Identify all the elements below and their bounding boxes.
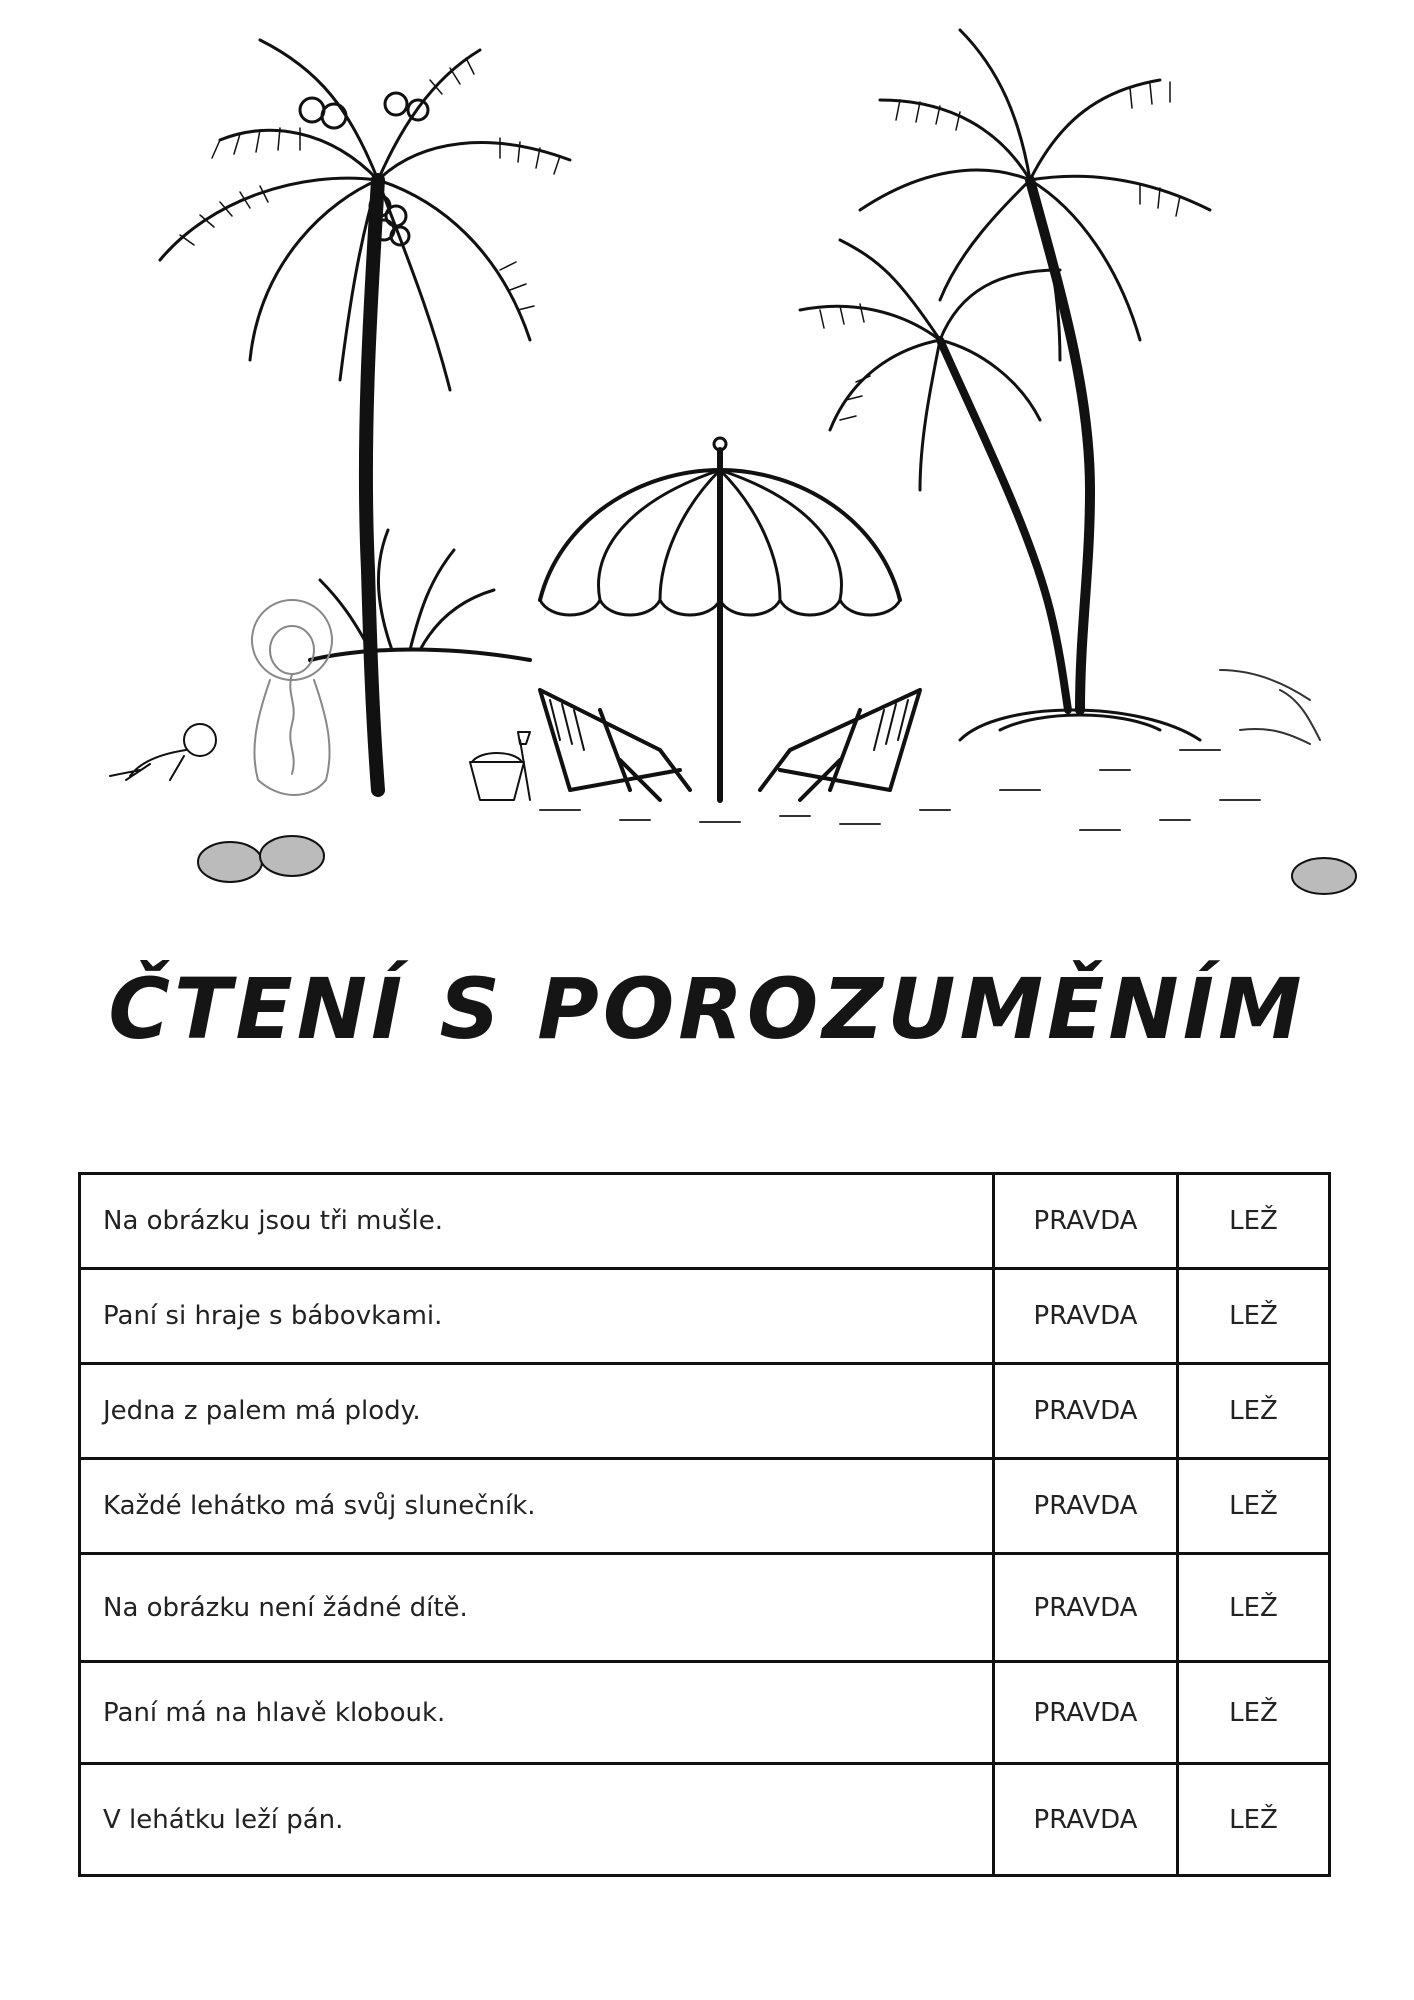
option-lez[interactable]: LEŽ [1178,1554,1330,1662]
deck-chair-left-icon [540,690,690,800]
statement-cell: Jedna z palem má plody. [80,1364,994,1459]
table-row [80,1459,1330,1554]
statement-cell: Každé lehátko má svůj slunečník. [80,1459,994,1554]
table-row [80,1662,1330,1764]
statement-cell: Paní má na hlavě klobouk. [80,1662,994,1764]
option-lez[interactable]: LEŽ [1178,1364,1330,1459]
option-pravda[interactable]: PRAVDA [994,1269,1178,1364]
table-row [80,1269,1330,1364]
page-title: ČTENÍ S POROZUMĚNÍM [108,960,1306,1058]
statement-cell: Paní si hraje s bábovkami. [80,1269,994,1364]
option-lez[interactable]: LEŽ [1178,1459,1330,1554]
table-row [80,1554,1330,1662]
table-row [80,1764,1330,1876]
option-lez[interactable]: LEŽ [1178,1764,1330,1876]
option-pravda[interactable]: PRAVDA [994,1364,1178,1459]
statement-cell: Na obrázku není žádné dítě. [80,1554,994,1662]
deck-chair-right-icon [760,690,920,800]
seashell-icon [198,836,1356,894]
option-pravda[interactable]: PRAVDA [994,1174,1178,1269]
option-pravda[interactable]: PRAVDA [994,1554,1178,1662]
option-lez[interactable]: LEŽ [1178,1269,1330,1364]
option-pravda[interactable]: PRAVDA [994,1459,1178,1554]
option-pravda[interactable]: PRAVDA [994,1764,1178,1876]
table-row [80,1174,1330,1269]
statement-cell: V lehátku leží pán. [80,1764,994,1876]
beach-illustration [100,10,1360,910]
true-false-table [78,1172,1331,1877]
option-pravda[interactable]: PRAVDA [994,1662,1178,1764]
palm-tree-left-icon [160,40,570,790]
option-lez[interactable]: LEŽ [1178,1662,1330,1764]
woman-with-hat-icon [252,600,332,795]
crawling-baby-icon [110,724,216,780]
table-row [80,1364,1330,1459]
option-lez[interactable]: LEŽ [1178,1174,1330,1269]
palm-tree-right-icon [800,30,1210,740]
sand-bucket-icon [470,732,530,800]
statement-cell: Na obrázku jsou tři mušle. [80,1174,994,1269]
